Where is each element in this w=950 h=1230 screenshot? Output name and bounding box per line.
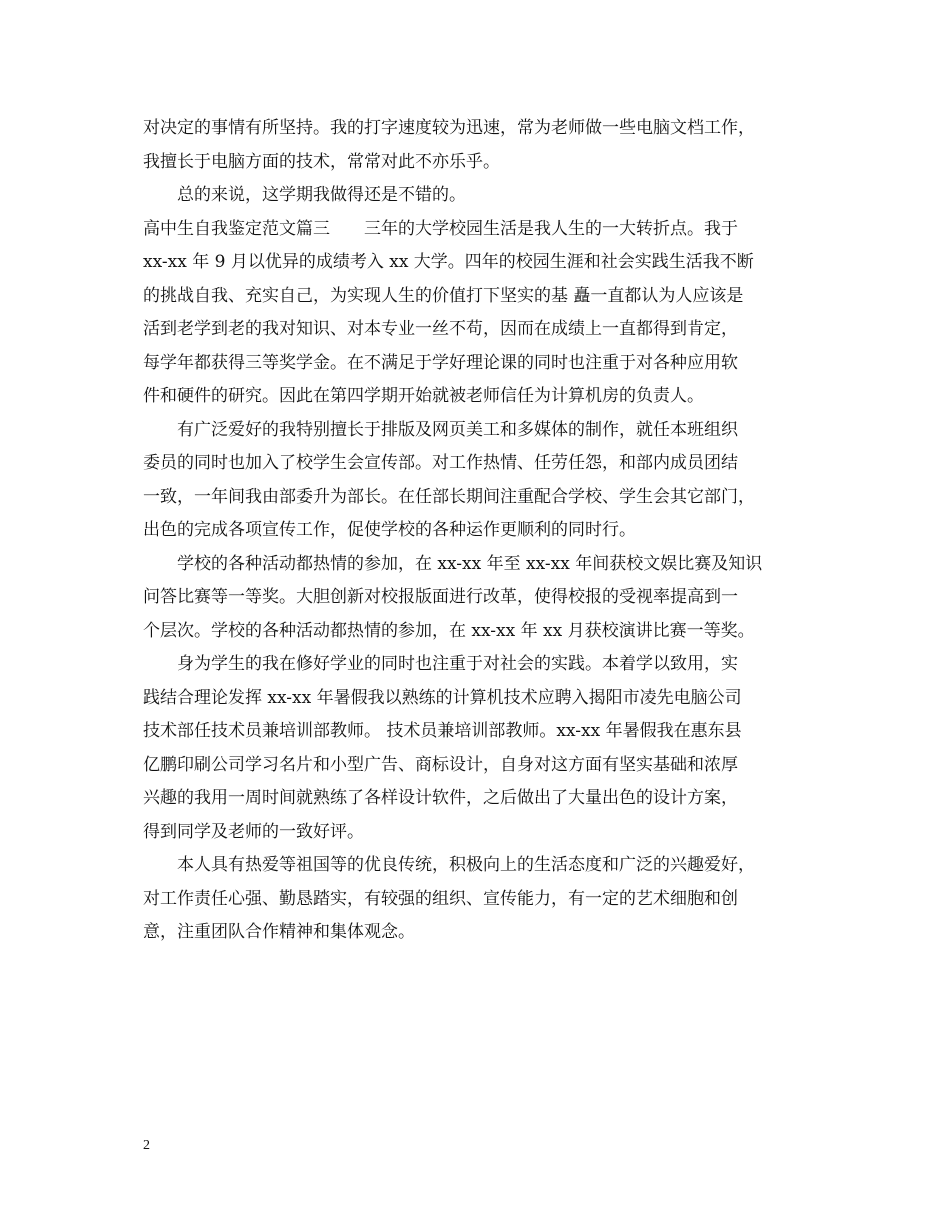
text-line: 亿鹏印刷公司学习名片和小型广告、商标设计，自身对这方面有坚实基础和浓厚 <box>143 754 738 775</box>
text-line: 对决定的事情有所坚持。我的打字速度较为迅速，常为老师做一些电脑文档工作， <box>143 118 755 138</box>
text-line: 件和硬件的研究。因此在第四学期开始就被老师信任为计算机房的负责人。 <box>143 386 704 406</box>
text-line: 个层次。学校的各种活动都热情的参加，在 xx-xx 年 xx 月获校演讲比赛一等奖。 <box>143 620 755 641</box>
text-line: 总的来说，这学期我做得还是不错的。 <box>177 185 466 205</box>
page-number: 2 <box>143 1138 150 1153</box>
document-body <box>143 112 843 950</box>
text-line: 问答比赛等一等奖。大胆创新对校报版面进行改革，使得校报的受视率提高到一 <box>143 587 738 607</box>
text-line: 活到老学到老的我对知识、对本专业一丝不苟，因而在成绩上一直都得到肯定， <box>143 319 738 339</box>
text-line: 对工作责任心强、勤恳踏实，有较强的组织、宣传能力，有一定的艺术细胞和创 <box>143 888 738 909</box>
text-line: 兴趣的我用一周时间就熟练了各样设计软件，之后做出了大量出色的设计方案， <box>143 788 738 808</box>
text-line: 委员的同时也加入了校学生会宣传部。对工作热情、任劳任怨，和部内成员团结 <box>143 453 738 473</box>
text-line: 践结合理论发挥 xx-xx 年暑假我以熟练的计算机技术应聘入揭阳市凌先电脑公司 <box>143 687 742 708</box>
text-line: 高中生自我鉴定范文篇三 三年的大学校园生活是我人生的一大转折点。我于 <box>143 218 738 239</box>
text-line: 有广泛爱好的我特别擅长于排版及网页美工和多媒体的制作，就任本班组织 <box>177 419 738 440</box>
text-line: xx-xx 年 9 月以优异的成绩考入 xx 大学。四年的校园生涯和社会实践生活我不断 <box>143 252 754 272</box>
text-line: 出色的完成各项宣传工作，促使学校的各种运作更顺利的同时行。 <box>143 520 636 540</box>
text-line: 意，注重团队合作精神和集体观念。 <box>143 922 415 942</box>
text-line: 我擅长于电脑方面的技术，常常对此不亦乐乎。 <box>143 151 500 172</box>
text-line: 技术部任技术员兼培训部教师。 技术员兼培训部教师。xx-xx 年暑假我在惠东县 <box>143 721 742 741</box>
text-line: 学校的各种活动都热情的参加，在 xx-xx 年至 xx-xx 年间获校文娱比赛及知识 <box>177 553 763 574</box>
text-line: 的挑战自我、充实自己，为实现人生的价值打下坚实的基 矗一直都认为人应该是 <box>143 285 744 306</box>
text-line: 本人具有热爱等祖国等的优良传统，积极向上的生活态度和广泛的兴趣爱好， <box>177 855 755 875</box>
text-line: 一致，一年间我由部委升为部长。在任部长期间注重配合学校、学生会其它部门， <box>143 486 755 507</box>
text-line: 得到同学及老师的一致好评。 <box>143 821 364 842</box>
text-line: 身为学生的我在修好学业的同时也注重于对社会的实践。本着学以致用，实 <box>177 654 738 674</box>
text-line: 每学年都获得三等奖学金。在不满足于学好理论课的同时也注重于对各种应用软 <box>143 352 738 373</box>
